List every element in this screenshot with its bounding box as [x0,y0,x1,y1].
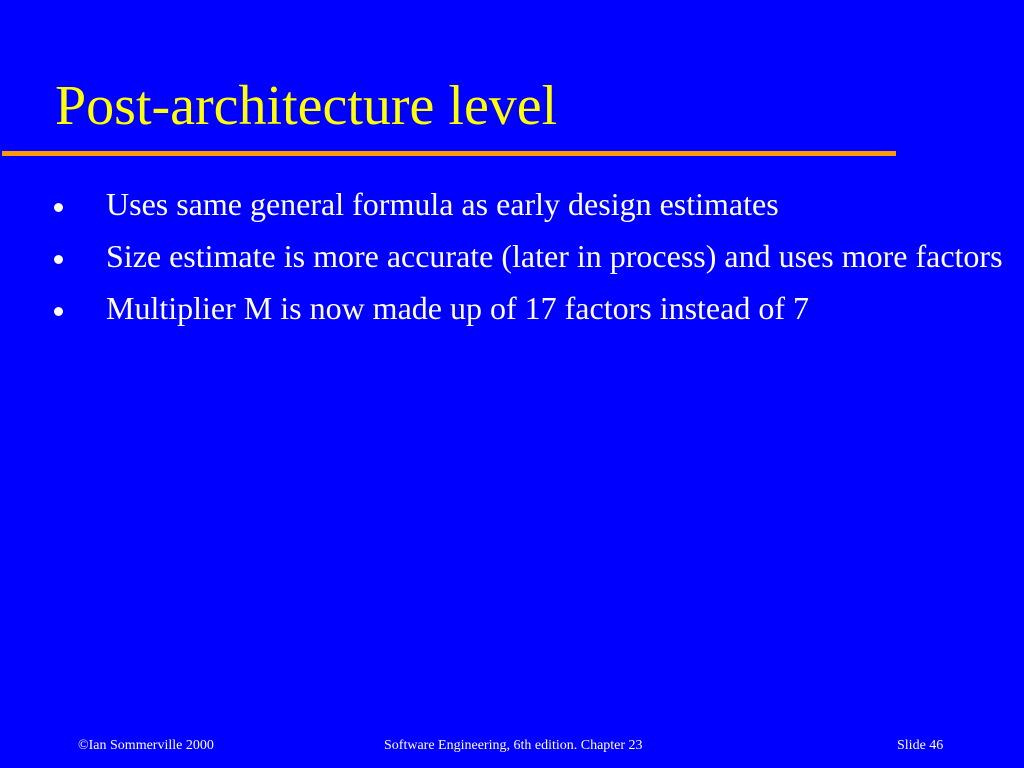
bullet-item [0,234,1024,278]
bullet-list [0,182,1024,338]
footer-slide-number: Slide 46 [897,738,944,753]
bullet-text: Uses same general formula as early design estimates [106,186,779,222]
bullet-dot-icon [54,203,63,212]
bullet-dot-icon [54,307,63,316]
footer-copyright: ©Ian Sommerville 2000 [78,738,214,753]
bullet-item [0,286,1024,330]
bullet-text: Multiplier M is now made up of 17 factors instead of 7 [106,290,809,326]
slide-title: Post-architecture level [55,75,558,137]
title-underline-rule [2,151,896,156]
bullet-text: Size estimate is more accurate (later in process) and uses more factors [106,238,1003,274]
footer-book-title: Software Engineering, 6th edition. Chapter 23 [384,738,643,753]
bullet-item [0,182,1024,226]
bullet-dot-icon [54,255,63,264]
